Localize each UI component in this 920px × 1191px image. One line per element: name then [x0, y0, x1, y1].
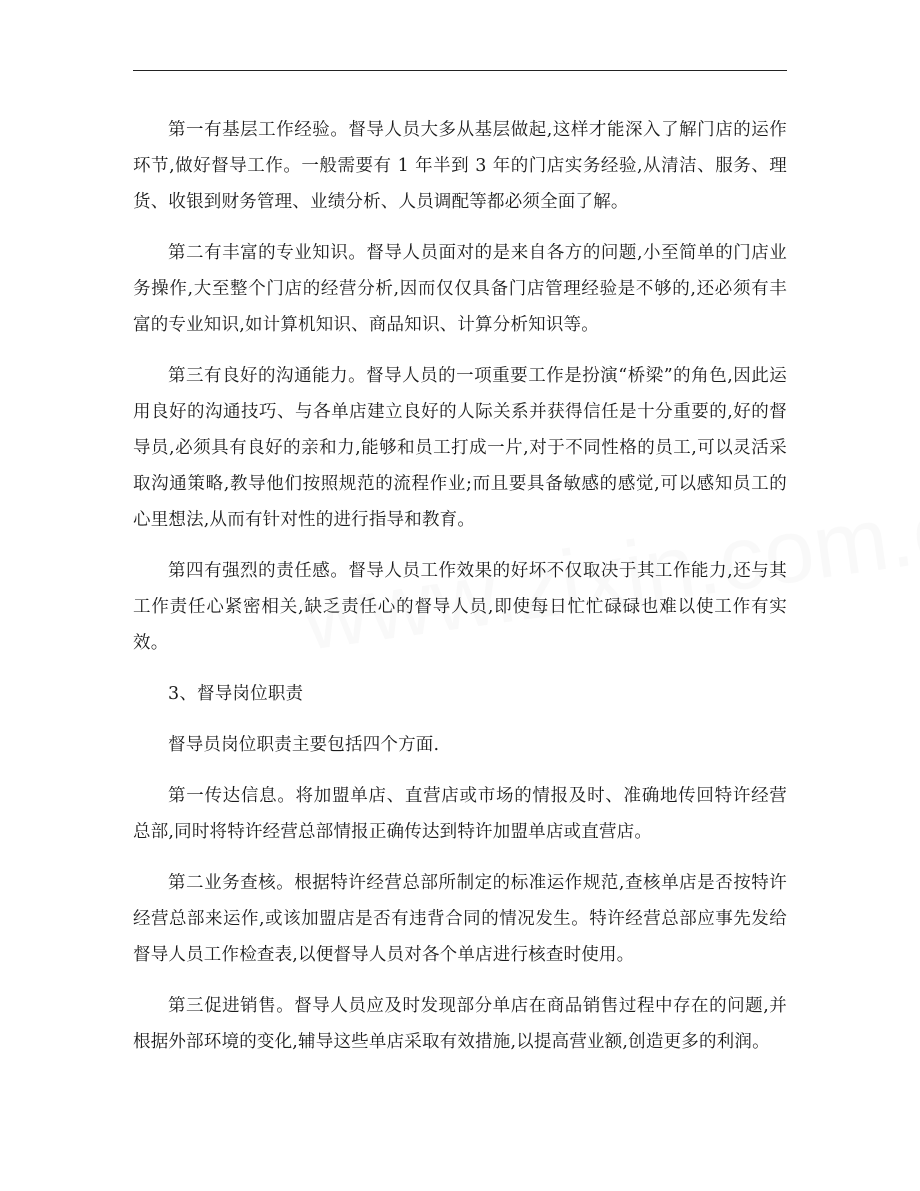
paragraph-responsibility: 第四有强烈的责任感。督导人员工作效果的好坏不仅取决于其工作能力,还与其工作责任心紧密相关,缺乏责任心的督导人员,即使每日忙忙碌碌也难以使工作有实效。 [133, 561, 787, 653]
paragraph-duty-info: 第一传达信息。将加盟单店、直营店或市场的情报及时、准确地传回特许经营总部,同时将特许经营总部情报正确传达到特许加盟单店或直营店。 [133, 786, 787, 842]
paragraph-duties-intro: 督导员岗位职责主要包括四个方面. [168, 735, 440, 755]
paragraph-communication: 第三有良好的沟通能力。督导人员的一项重要工作是扮演“桥梁”的角色,因此运用良好的沟通技巧、与各单店建立良好的人际关系并获得信任是十分重要的,好的督导员,必须具有良好的亲和力,能够和员工打成一片,对于不同性格的员工,可以灵活采取沟通策略,教导他们按照规范的流程作业;而且要具备敏感的感觉,可以感知员工的心里想法,从而有针对性的进行指导和教育。 [133, 366, 787, 530]
header-rule [133, 70, 787, 71]
section-heading-duties: 3、督导岗位职责 [168, 684, 304, 704]
paragraph-duty-sales: 第三促进销售。督导人员应及时发现部分单店在商品销售过程中存在的问题,并根据外部环境的变化,辅导这些单店采取有效措施,以提高营业额,创造更多的利润。 [133, 996, 787, 1052]
paragraph-knowledge: 第二有丰富的专业知识。督导人员面对的是来自各方的问题,小至简单的门店业务操作,大至整个门店的经营分析,因而仅仅具备门店管理经验是不够的,还必须有丰富的专业知识,如计算机知识、商品知识、计算分析知识等。 [133, 243, 787, 335]
paragraph-experience: 第一有基层工作经验。督导人员大多从基层做起,这样才能深入了解门店的运作环节,做好督导工作。一般需要有 1 年半到 3 年的门店实务经验,从清洁、服务、理货、收银到财务管理、业绩分析、人员调配等都必须全面了解。 [133, 120, 787, 212]
paragraph-duty-inspection: 第二业务查核。根据特许经营总部所制定的标准运作规范,查核单店是否按特许经营总部来运作,或该加盟店是否有违背合同的情况发生。特许经营总部应事先发给督导人员工作检查表,以便督导人员对各个单店进行核查时使用。 [133, 873, 787, 965]
document-body [133, 112, 787, 1075]
